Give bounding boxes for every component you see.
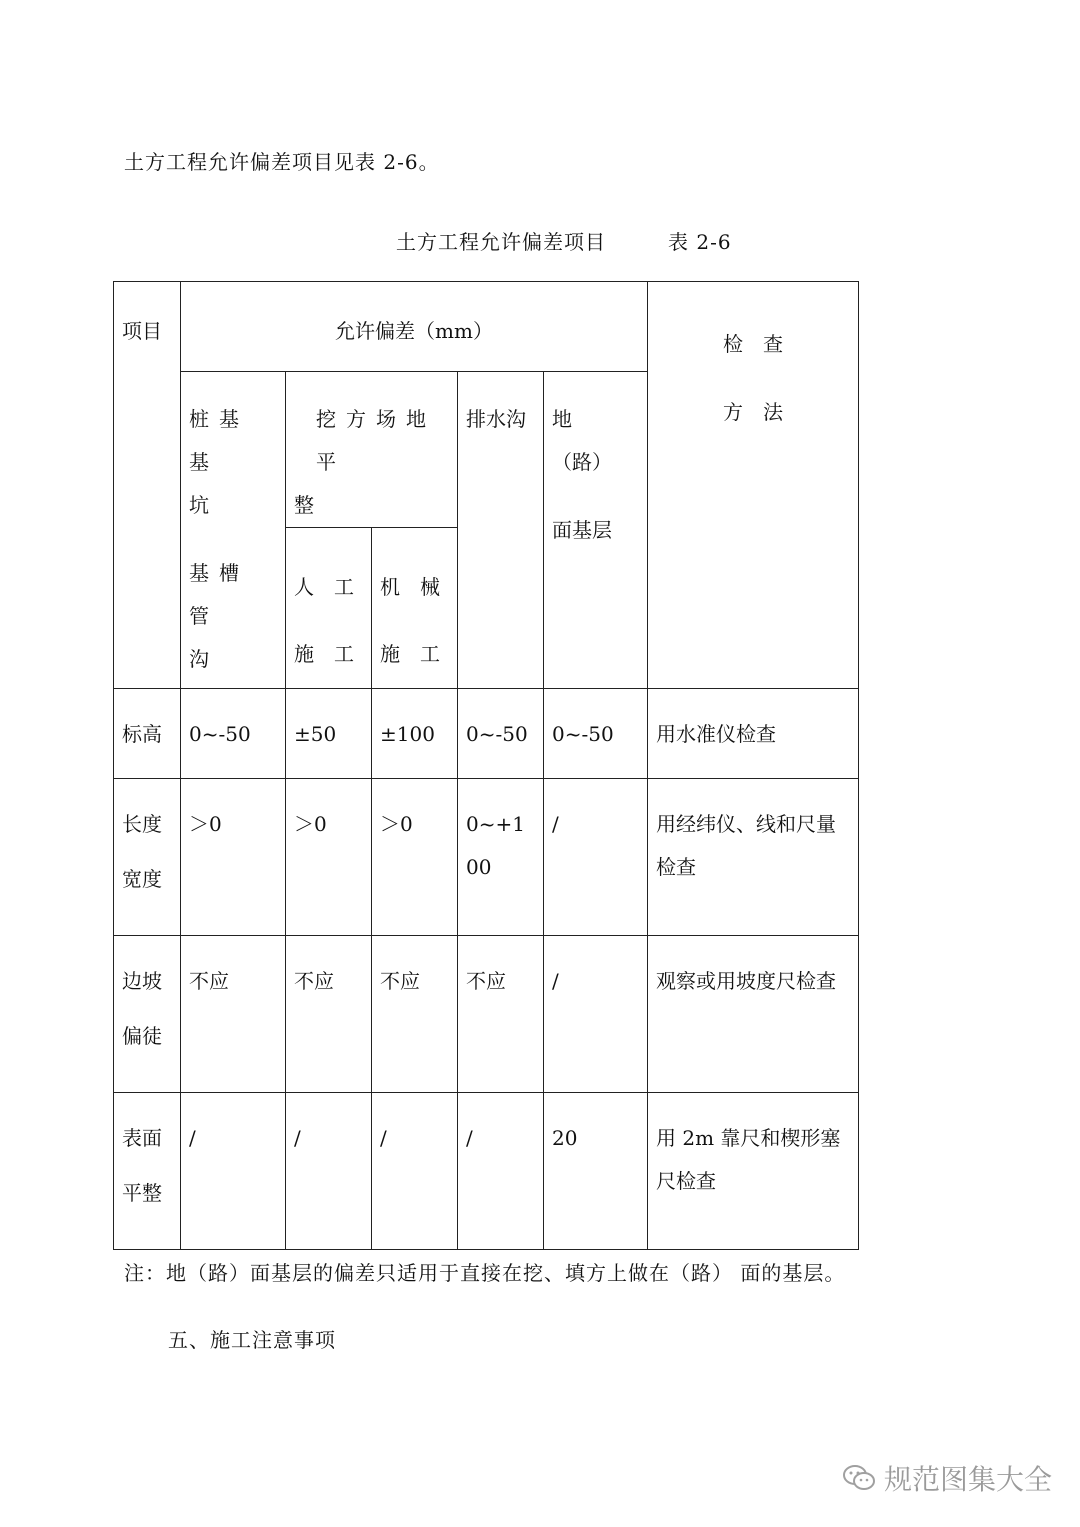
watermark bbox=[842, 1458, 1052, 1498]
table-row bbox=[114, 779, 859, 936]
header-excav-line2: 整 bbox=[294, 493, 314, 517]
table-note: 注：地（路）面基层的偏差只适用于直接在挖、填方上做在（路） 面的基层。 bbox=[124, 1261, 846, 1285]
table-row bbox=[114, 689, 859, 779]
wechat-icon bbox=[842, 1463, 876, 1493]
cell-method: 用水准仪检查 bbox=[648, 689, 859, 779]
header-pile-line2: 坑 bbox=[189, 493, 209, 517]
cell-value: ±100 bbox=[372, 689, 458, 779]
header-manual-line2: 施 工 bbox=[294, 642, 354, 666]
header-check-line2: 方 法 bbox=[723, 400, 784, 424]
header-col-road bbox=[544, 372, 648, 689]
cell-value: / bbox=[544, 936, 648, 1093]
section-heading: 五、施工注意事项 bbox=[168, 1328, 336, 1352]
cell-value: 不应 bbox=[181, 936, 286, 1093]
cell-value: / bbox=[372, 1093, 458, 1250]
cell-value: 不应 bbox=[286, 936, 372, 1093]
cell-value: / bbox=[181, 1093, 286, 1250]
header-col-excavation bbox=[286, 372, 458, 528]
cell-value: 20 bbox=[544, 1093, 648, 1250]
table-caption bbox=[396, 226, 732, 255]
row-item-line: 平整 bbox=[122, 1181, 162, 1205]
header-road-line3: 面基层 bbox=[552, 518, 612, 542]
row-item bbox=[114, 689, 181, 779]
table-row bbox=[114, 1093, 859, 1250]
row-item-line: 表面 bbox=[122, 1126, 162, 1150]
cell-value: / bbox=[544, 779, 648, 936]
header-check-method bbox=[648, 282, 859, 689]
cell-value: / bbox=[286, 1093, 372, 1250]
deviation-table bbox=[113, 281, 859, 1250]
header-pile-line1: 桩基基 bbox=[189, 407, 249, 474]
cell-value: 0~-50 bbox=[458, 689, 544, 779]
header-machine-line1: 机 械 bbox=[380, 575, 440, 599]
table-number: 表 2-6 bbox=[668, 230, 732, 254]
cell-value: 不应 bbox=[372, 936, 458, 1093]
header-col-drain: 排水沟 bbox=[458, 372, 544, 689]
table-row bbox=[114, 936, 859, 1093]
header-pile-line3: 基槽管 bbox=[189, 561, 249, 628]
header-machine-line2: 施 工 bbox=[380, 642, 440, 666]
cell-method: 用经纬仪、线和尺量检查 bbox=[648, 779, 859, 936]
header-excav-line1: 挖方场地平 bbox=[316, 407, 436, 474]
cell-value: 0~+100 bbox=[458, 779, 544, 936]
cell-value: ＞0 bbox=[181, 779, 286, 936]
header-check-line1: 检 查 bbox=[723, 332, 784, 356]
cell-value: ＞0 bbox=[286, 779, 372, 936]
watermark-text: 规范图集大全 bbox=[884, 1463, 1053, 1496]
row-item-line: 标高 bbox=[122, 722, 162, 746]
header-col-machine bbox=[372, 528, 458, 689]
row-item bbox=[114, 936, 181, 1093]
cell-method: 观察或用坡度尺检查 bbox=[648, 936, 859, 1093]
row-item-line: 边坡 bbox=[122, 969, 162, 993]
row-item bbox=[114, 779, 181, 936]
header-road-line1: 地 bbox=[552, 407, 572, 431]
header-allowable: 允许偏差（mm） bbox=[181, 282, 648, 372]
intro-text: 土方工程允许偏差项目见表 2-6。 bbox=[124, 150, 440, 174]
row-item-line: 偏徒 bbox=[122, 1024, 162, 1048]
header-item: 项目 bbox=[114, 282, 181, 689]
header-col-manual bbox=[286, 528, 372, 689]
cell-value: / bbox=[458, 1093, 544, 1250]
table-title: 土方工程允许偏差项目 bbox=[396, 230, 606, 254]
cell-method: 用 2m 靠尺和楔形塞尺检查 bbox=[648, 1093, 859, 1250]
cell-value: ±50 bbox=[286, 689, 372, 779]
header-manual-line1: 人 工 bbox=[294, 575, 354, 599]
cell-value: 0~-50 bbox=[544, 689, 648, 779]
row-item-line: 长度 bbox=[122, 812, 162, 836]
cell-value: ＞0 bbox=[372, 779, 458, 936]
row-item bbox=[114, 1093, 181, 1250]
row-item-line: 宽度 bbox=[122, 867, 162, 891]
header-pile-line4: 沟 bbox=[189, 647, 209, 671]
header-road-line2: （路） bbox=[552, 450, 612, 474]
cell-value: 0~-50 bbox=[181, 689, 286, 779]
cell-value: 不应 bbox=[458, 936, 544, 1093]
header-col-pile bbox=[181, 372, 286, 689]
